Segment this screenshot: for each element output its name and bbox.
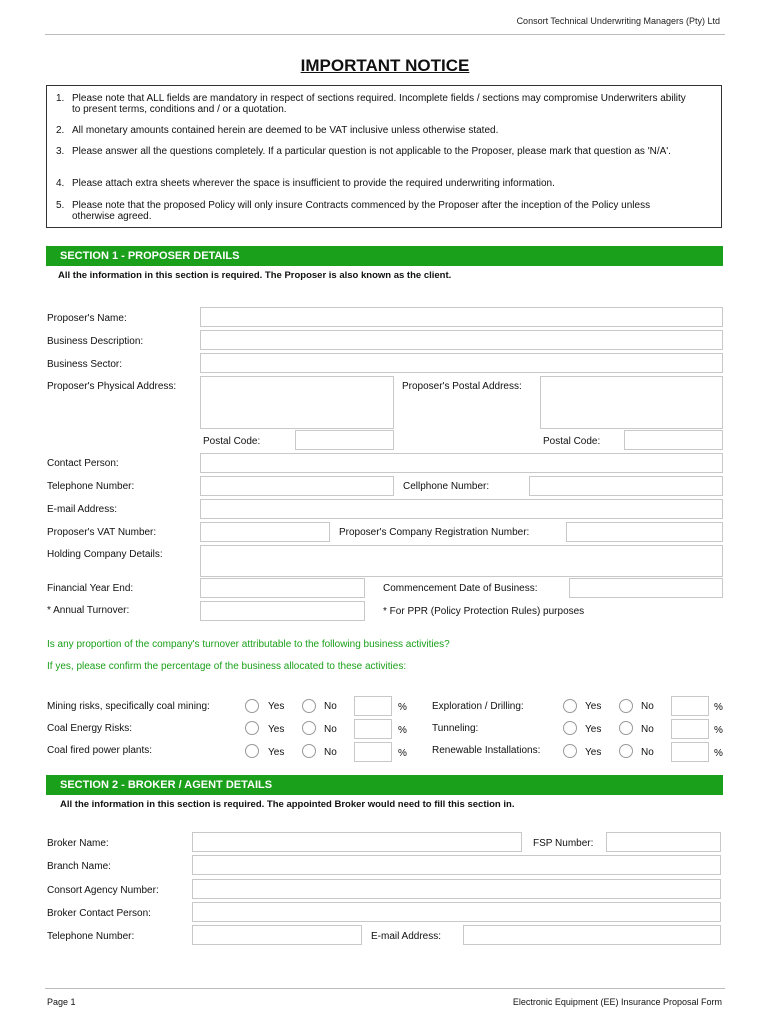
email-label: E-mail Address: [47,504,118,515]
broker-contact-input[interactable] [192,902,721,922]
postal-address-label: Proposer's Postal Address: [402,381,522,392]
coal-power-yes-radio[interactable] [245,744,259,758]
broker-telephone-label: Telephone Number: [47,931,135,942]
yes-label: Yes [268,724,285,735]
page-title: IMPORTANT NOTICE [300,56,470,75]
coal-power-no-radio[interactable] [302,744,316,758]
percent-label: % [398,748,407,759]
percent-label: % [714,748,723,759]
holding-company-input[interactable] [200,545,723,577]
no-label: No [641,724,654,735]
annual-turnover-input[interactable] [200,601,365,621]
notice-number: 1. [56,93,65,104]
notice-number: 3. [56,146,65,157]
activities-percentage-question: If yes, please confirm the percentage of the business allocated to these activities: [47,661,407,672]
notice-text: All monetary amounts contained herein are deemed to be VAT inclusive unless otherwise stated. [72,125,499,136]
fsp-number-label: FSP Number: [533,838,594,849]
mining-yes-radio[interactable] [245,699,259,713]
telephone-input[interactable] [200,476,394,496]
business-description-input[interactable] [200,330,723,350]
activity-label-coal-energy: Coal Energy Risks: [47,723,133,734]
no-label: No [641,747,654,758]
branch-name-input[interactable] [192,855,721,875]
activity-label-coal-power: Coal fired power plants: [47,745,153,756]
tunneling-yes-radio[interactable] [563,721,577,735]
section1-note: All the information in this section is required. The Proposer is also known as the client. [58,270,452,281]
notice-text: Please attach extra sheets wherever the space is insufficient to provide the required underwriting information. [72,178,555,189]
renewable-no-radio[interactable] [619,744,633,758]
coal-energy-yes-radio[interactable] [245,721,259,735]
percent-label: % [714,725,723,736]
notice-number: 2. [56,125,65,136]
mining-no-radio[interactable] [302,699,316,713]
no-label: No [641,701,654,712]
no-label: No [324,747,337,758]
notice-text: Please note that the proposed Policy will only insure Contracts commenced by the Proposer after the inception of the Policy unless otherwise agreed. [72,200,651,222]
yes-label: Yes [268,701,285,712]
vat-number-input[interactable] [200,522,330,542]
registration-label: Proposer's Company Registration Number: [339,527,530,538]
notice-number: 5. [56,200,65,211]
percent-label: % [398,725,407,736]
broker-contact-label: Broker Contact Person: [47,908,151,919]
activity-label-tunneling: Tunneling: [432,723,479,734]
vat-number-label: Proposer's VAT Number: [47,527,157,538]
percent-label: % [398,702,407,713]
coal-energy-no-radio[interactable] [302,721,316,735]
page-number: Page 1 [47,997,76,1007]
yes-label: Yes [585,701,602,712]
coal-energy-percent-input[interactable] [354,719,392,739]
notice-text: Please answer all the questions completely. If a particular question is not applicable to the Proposer, please mark that question as 'N/A'. [72,146,671,157]
activity-label-mining: Mining risks, specifically coal mining: [47,701,210,712]
header-divider [45,34,725,35]
coal-power-percent-input[interactable] [354,742,392,762]
no-label: No [324,701,337,712]
activity-label-renewable: Renewable Installations: [432,745,541,756]
business-sector-input[interactable] [200,353,723,373]
physical-postal-code-input[interactable] [295,430,394,450]
yes-label: Yes [585,747,602,758]
exploration-yes-radio[interactable] [563,699,577,713]
annual-turnover-label: * Annual Turnover: [47,605,130,616]
contact-person-label: Contact Person: [47,458,119,469]
exploration-percent-input[interactable] [671,696,709,716]
yes-label: Yes [585,724,602,735]
section1-header: SECTION 1 - PROPOSER DETAILS [46,246,723,266]
form-name: Electronic Equipment (EE) Insurance Proposal Form [512,997,722,1007]
physical-address-label: Proposer's Physical Address: [47,381,177,392]
mining-percent-input[interactable] [354,696,392,716]
email-input[interactable] [200,499,723,519]
renewable-percent-input[interactable] [671,742,709,762]
agency-number-input[interactable] [192,879,721,899]
broker-telephone-input[interactable] [192,925,362,945]
notice-number: 4. [56,178,65,189]
commencement-label: Commencement Date of Business: [383,583,538,594]
business-description-label: Business Description: [47,336,144,347]
yes-label: Yes [268,747,285,758]
financial-year-end-input[interactable] [200,578,365,598]
postal-postal-code-input[interactable] [624,430,723,450]
header-company: Consort Technical Underwriting Managers (Pty) Ltd [516,16,720,26]
telephone-label: Telephone Number: [47,481,135,492]
activity-label-exploration: Exploration / Drilling: [432,701,524,712]
tunneling-percent-input[interactable] [671,719,709,739]
financial-year-end-label: Financial Year End: [47,583,134,594]
business-sector-label: Business Sector: [47,359,123,370]
registration-input[interactable] [566,522,723,542]
percent-label: % [714,702,723,713]
agency-number-label: Consort Agency Number: [47,885,159,896]
cellphone-input[interactable] [529,476,723,496]
branch-name-label: Branch Name: [47,861,111,872]
fsp-number-input[interactable] [606,832,721,852]
exploration-no-radio[interactable] [619,699,633,713]
holding-company-label: Holding Company Details: [47,549,163,560]
notice-text: Please note that ALL fields are mandatory in respect of sections required. Incomplete fields / sections may compromise Underwriters ability to present terms, conditions and / or a quotation. [72,93,686,115]
cellphone-label: Cellphone Number: [403,481,490,492]
footer-divider [45,988,725,989]
ppr-note: * For PPR (Policy Protection Rules) purposes [383,606,585,617]
broker-email-input[interactable] [463,925,721,945]
postal-address-input[interactable] [540,376,723,429]
physical-address-input[interactable] [200,376,394,429]
renewable-yes-radio[interactable] [563,744,577,758]
proposer-name-label: Proposer's Name: [47,313,127,324]
broker-name-label: Broker Name: [47,838,109,849]
no-label: No [324,724,337,735]
proposer-name-input[interactable] [200,307,723,327]
activities-question: Is any proportion of the company's turnover attributable to the following business activities? [47,639,450,650]
section2-header: SECTION 2 - BROKER / AGENT DETAILS [46,775,723,795]
tunneling-no-radio[interactable] [619,721,633,735]
contact-person-input[interactable] [200,453,723,473]
broker-name-input[interactable] [192,832,522,852]
postal-code-label-2: Postal Code: [543,436,601,447]
postal-code-label-1: Postal Code: [203,436,261,447]
broker-email-label: E-mail Address: [371,931,442,942]
commencement-input[interactable] [569,578,723,598]
section2-note: All the information in this section is required. The appointed Broker would need to fill this section in. [60,799,515,810]
